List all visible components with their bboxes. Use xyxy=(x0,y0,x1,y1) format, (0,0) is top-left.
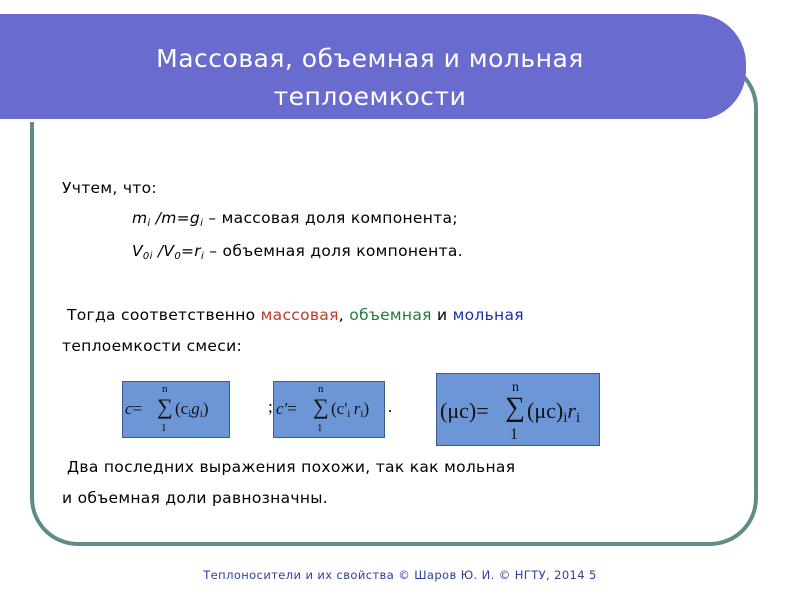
f1-sigma-icon: ∑ xyxy=(157,394,173,419)
f2-body2-sub: i xyxy=(360,408,364,420)
sub-0: 0 xyxy=(174,251,181,262)
f1-body2-sub: i xyxy=(199,408,203,420)
then-prefix: Тогда соответственно xyxy=(67,306,261,324)
f2-sigma-icon: ∑ xyxy=(313,394,329,419)
word-volume: объемная xyxy=(349,306,432,324)
word-molar: мольная xyxy=(452,306,524,324)
then-line-2: теплоемкости смеси: xyxy=(62,337,242,355)
f2-upper: n xyxy=(318,383,324,395)
sym-m: m xyxy=(132,209,148,227)
sub-i-2: i xyxy=(200,218,204,229)
sym-v: V xyxy=(132,242,143,260)
sub-0i: 0i xyxy=(142,251,153,262)
title-bar xyxy=(0,14,746,120)
f1-close: ) xyxy=(202,399,209,418)
word-and: и xyxy=(431,306,453,324)
f1-eq: = xyxy=(132,399,143,418)
f3-body2-sub: i xyxy=(575,410,581,426)
f1-lower: 1 xyxy=(161,422,167,434)
f2-prefix: ; xyxy=(268,397,273,416)
f1-body-sub: i xyxy=(188,408,192,420)
f2-body2: r xyxy=(353,399,361,418)
volume-fraction-line xyxy=(132,241,463,267)
sub-i: i xyxy=(147,218,151,229)
para2-line-2: и объемная доли равнозначны. xyxy=(62,489,329,507)
f1-upper: n xyxy=(162,383,168,395)
f3-body: (μc) xyxy=(527,398,564,423)
f2-body: (c' xyxy=(331,399,348,418)
title-underline xyxy=(0,119,708,122)
sym-r: =r xyxy=(180,242,201,260)
f2-body-sub: i xyxy=(347,408,351,420)
f1-body: (c xyxy=(175,399,189,418)
sub-i-3: i xyxy=(200,251,205,262)
title-line-2: теплоемкости xyxy=(273,82,467,111)
para2-line-1: Два последних выражения похожи, так как мольная xyxy=(67,458,516,476)
formula-molar xyxy=(436,373,600,446)
f2-suffix: . xyxy=(388,397,393,416)
volume-fraction-desc: – объемная доля компонента. xyxy=(204,242,463,260)
slide-title xyxy=(0,40,740,116)
then-line xyxy=(67,305,524,325)
f3-sigma-icon: ∑ xyxy=(505,392,525,423)
mass-fraction-desc: – массовая доля компонента; xyxy=(203,209,458,227)
f3-upper: n xyxy=(512,380,519,395)
sym-v0: /V xyxy=(152,242,175,260)
f2-eq: = xyxy=(287,399,297,418)
word-mass: массовая xyxy=(260,306,339,324)
comma: , xyxy=(338,306,350,324)
title-line-1: Массовая, объемная и мольная xyxy=(156,44,584,73)
footer-text: Теплоносители и их свойства © Шаров Ю. И. © НГТУ, 2014 5 xyxy=(203,568,597,582)
sym-m-g: /m=g xyxy=(150,209,201,227)
f1-body2: g xyxy=(191,399,200,418)
f3-body2: r xyxy=(567,398,576,423)
f2-lower: 1 xyxy=(317,422,323,434)
f1-lhs: c xyxy=(125,399,133,418)
f2-lhs: c' xyxy=(276,399,288,418)
f3-eq: = xyxy=(476,398,489,423)
f3-lhs: (μc) xyxy=(440,398,477,423)
formula-volume xyxy=(273,381,385,438)
f3-lower: 1 xyxy=(510,426,518,443)
intro-text: Учтем, что: xyxy=(62,179,157,197)
f3-body-sub: i xyxy=(563,410,568,426)
formula-mass xyxy=(122,381,230,438)
f2-close: ) xyxy=(363,399,370,418)
mass-fraction-line xyxy=(132,208,458,234)
